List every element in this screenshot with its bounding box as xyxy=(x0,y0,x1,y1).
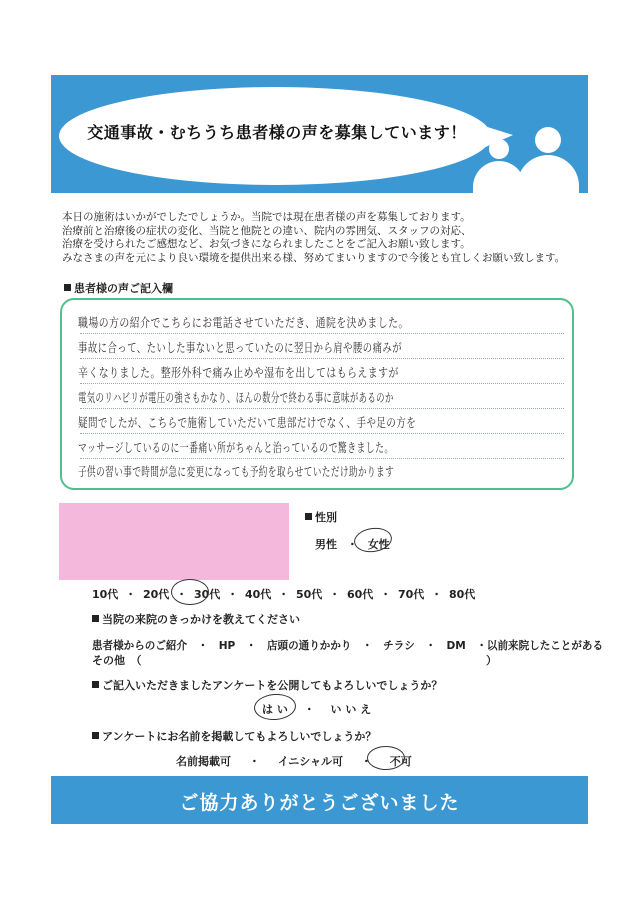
person-icon-body-right xyxy=(517,155,579,193)
intro-line: 本日の施術はいかがでしたでしょうか。当院では現在患者様の声を募集しております。 xyxy=(62,211,471,223)
selection-circle xyxy=(367,746,405,770)
handwritten-line: 電気のリハビリが電圧の強さもかなり、ほんの数分で終わる事に意味があるのか xyxy=(78,390,394,405)
separator: ・ xyxy=(176,588,188,601)
rule-line xyxy=(80,457,564,459)
separator: ・ xyxy=(248,755,260,768)
handwritten-line: 辛くなりました。整形外科で痛み止めや湿布を出してはもらえますが xyxy=(78,365,399,380)
age-option[interactable]: 20代 xyxy=(143,588,170,601)
reason-other-close: ） xyxy=(486,654,497,667)
handwritten-line: 事故に合って、たいした事ないと思っていたのに翌日から肩や腰の痛みが xyxy=(78,340,403,355)
separator: ・ xyxy=(346,538,358,551)
rule-line xyxy=(80,332,564,334)
gender-female[interactable]: 女性 xyxy=(367,538,390,551)
name-option[interactable]: イニシャル可 xyxy=(277,755,344,768)
handwritten-line: 職場の方の紹介でこちらにお電話させていただき、通院を決めました。 xyxy=(78,315,409,330)
person-icon-head-right xyxy=(535,127,561,153)
separator: ・ xyxy=(227,588,239,601)
publish-label xyxy=(92,677,442,693)
publish-label-text: ご記入いただきましたアンケートを公開してもよろしいでしょうか？ xyxy=(102,679,443,692)
handwritten-line: 子供の習い事で時間が急に変更になっても予約を取らせていただけ助かります xyxy=(78,464,395,479)
age-option[interactable]: 70代 xyxy=(398,588,425,601)
name-label-text: アンケートにお名前を掲載してもよろしいでしょうか？ xyxy=(102,730,377,743)
gender-label-text: 性別 xyxy=(315,511,337,524)
reason-label-text: 当院の来院のきっかけを教えてください xyxy=(102,613,300,626)
comment-box xyxy=(60,298,574,490)
bullet-icon xyxy=(305,513,312,520)
intro-text xyxy=(62,211,592,265)
age-option[interactable]: 40代 xyxy=(245,588,272,601)
handwritten-line: 疑問でしたが、こちらで施術していただいて患部だけでなく、手や足の方を xyxy=(78,415,417,430)
selection-circle xyxy=(171,579,209,605)
comment-section-label xyxy=(64,280,173,296)
publish-yes[interactable]: は い xyxy=(262,703,288,716)
bullet-icon xyxy=(64,284,71,291)
bullet-icon xyxy=(92,732,99,739)
separator: ・ xyxy=(380,588,392,601)
separator: ・ xyxy=(431,588,443,601)
bullet-icon xyxy=(92,615,99,622)
separator: ・ xyxy=(125,588,137,601)
age-option[interactable]: 10代 xyxy=(92,588,119,601)
gender-label xyxy=(305,509,337,525)
intro-line: みなさまの声を元により良い環境を提供出来る様、努めてまいりますので今後とも宜しくお願い致します。 xyxy=(62,251,566,264)
reason-other xyxy=(92,652,142,668)
intro-line: 治療を受けられたご感想など、お気づきになられましたことをご記入お願い致します。 xyxy=(62,238,471,251)
age-option[interactable]: 60代 xyxy=(347,588,374,601)
gender-male[interactable]: 男性 xyxy=(315,538,337,551)
separator: ・ xyxy=(278,588,290,601)
name-label xyxy=(92,728,376,744)
comment-label-text: 患者様の声ご記入欄 xyxy=(74,282,173,295)
age-options xyxy=(92,586,475,602)
separator: ・ xyxy=(360,755,372,768)
name-option[interactable]: 不可 xyxy=(389,755,412,768)
rule-line xyxy=(80,382,564,384)
redacted-name-block xyxy=(59,503,289,580)
age-option[interactable]: 80代 xyxy=(449,588,476,601)
footer-text: ご協力ありがとうございました xyxy=(179,792,460,814)
person-icon-head-left xyxy=(489,139,509,159)
name-option[interactable]: 名前掲載可 xyxy=(176,755,231,768)
age-option[interactable]: 50代 xyxy=(296,588,323,601)
rule-line xyxy=(80,357,564,359)
intro-line: 治療前と治療後の症状の変化、当院と他院との違い、院内の雰囲気、スタッフの対応、 xyxy=(62,224,472,237)
age-option[interactable]: 30代 xyxy=(194,588,221,601)
other-label: その他 （ xyxy=(92,654,142,667)
rule-line xyxy=(80,432,564,434)
handwritten-line: マッサージしているのに一番痛い所がちゃんと治っているので驚きました。 xyxy=(78,440,394,455)
reason-label xyxy=(92,611,300,627)
header-banner xyxy=(51,75,588,193)
rule-line xyxy=(80,407,564,409)
bullet-icon xyxy=(92,681,99,688)
selection-circle xyxy=(253,693,297,722)
separator: ・ xyxy=(329,588,341,601)
reason-options[interactable]: 患者様からのご紹介 ・ HP ・ 店頭の通りかかり ・ チラシ ・ DM ・以前来院したことがある xyxy=(92,639,604,652)
banner-title: 交通事故・むちうち患者様の声を募集しています！ xyxy=(87,123,467,142)
separator: ・ xyxy=(303,703,315,716)
publish-no[interactable]: い い え xyxy=(330,703,372,716)
